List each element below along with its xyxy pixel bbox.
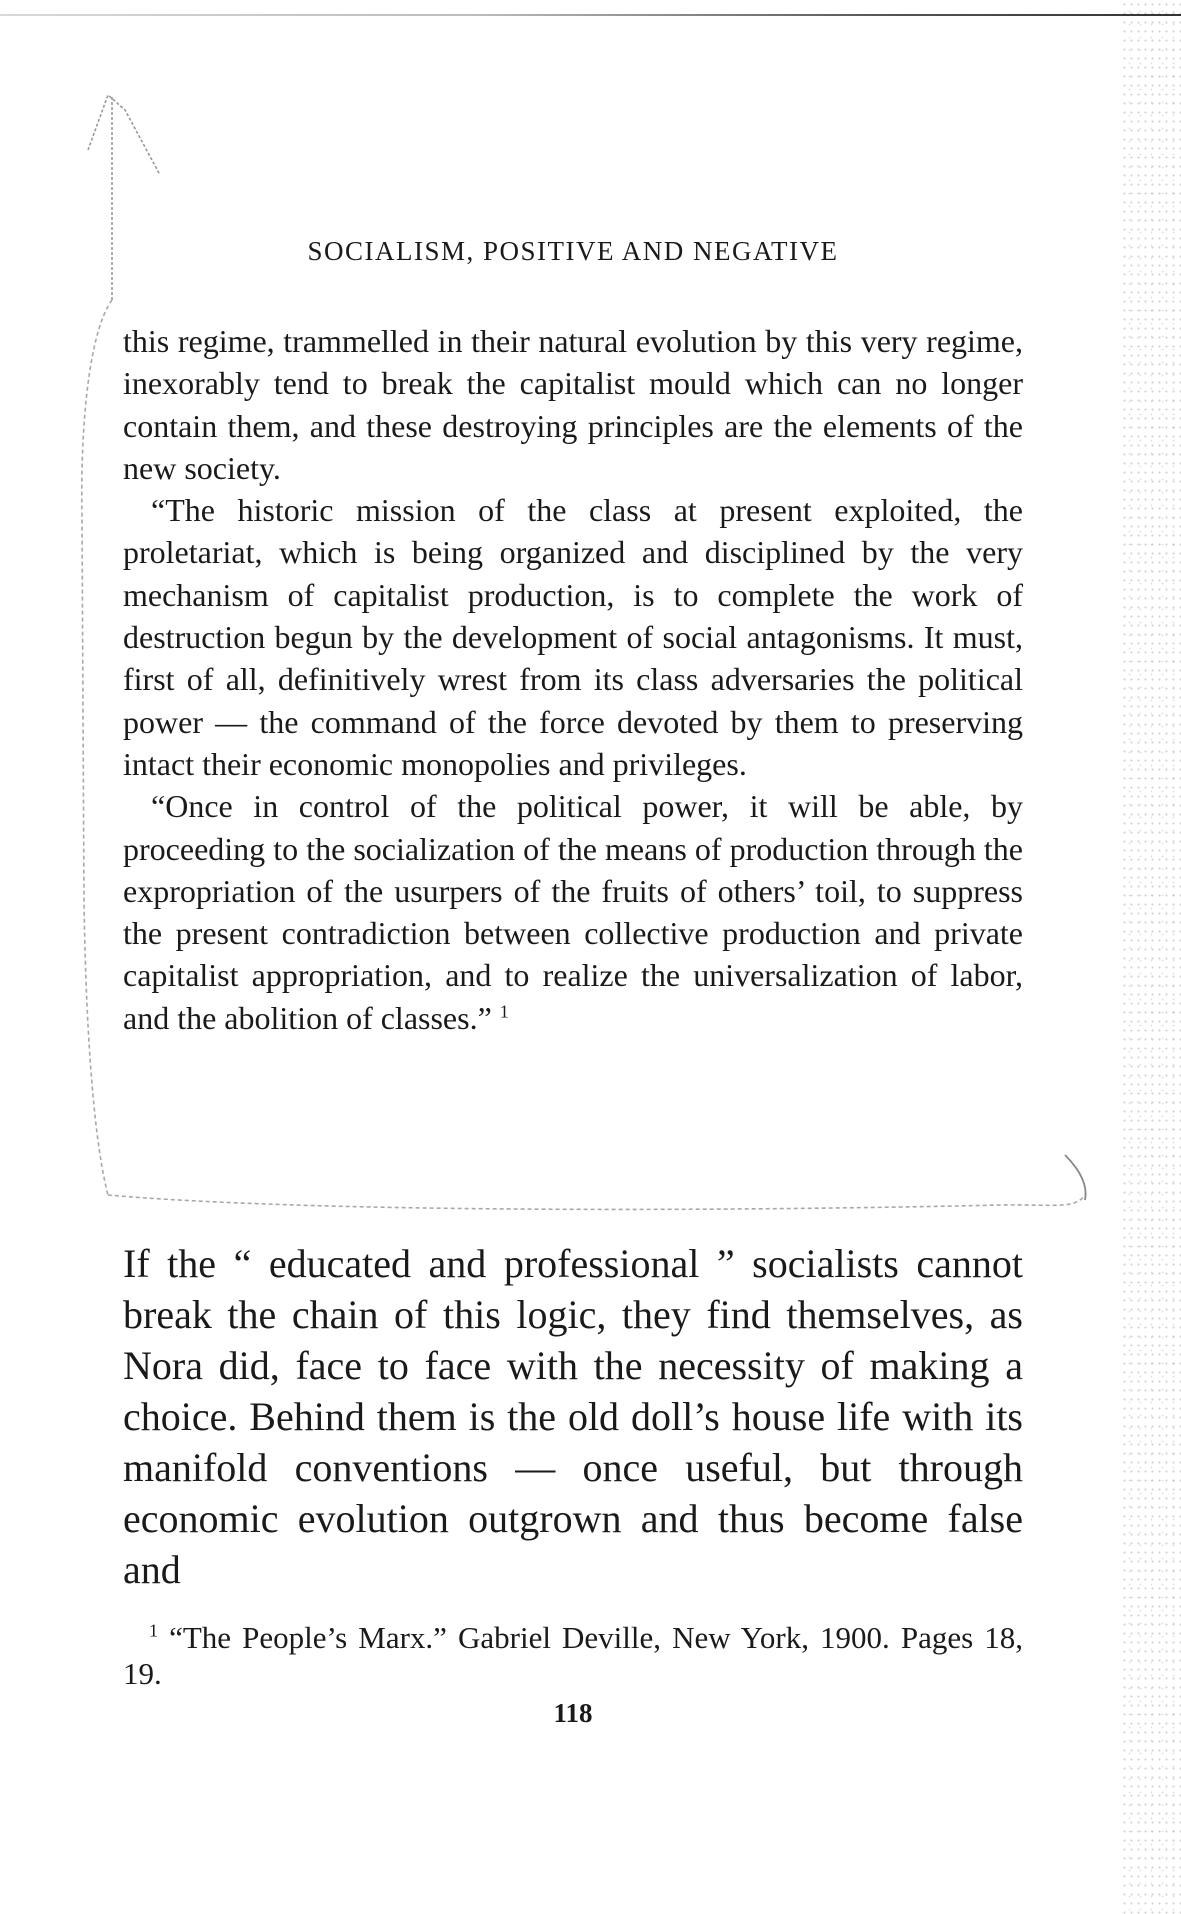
quote-paragraph-3-text: “Once in control of the political power, it will be able, by proceeding to the socialization of the means of production through the expropriation of the usurpers of the fruits of others’ toil, to suppress the present contradiction between collective production and private capitalist appropriation, and to realize the universalization of labor, and the abolition of classes.” — [123, 788, 1023, 1036]
quote-paragraph-2: “The historic mission of the class at present exploited, the proletariat, which is being organized and disciplined by the very mechanism of capitalist production, is to complete the work of destruction begun by the development of social antagonisms. It must, first of all, definitively wrest from its class adversaries the political power — the command of the force devoted by them to preserving intact their economic monopolies and privileges. — [123, 492, 1023, 782]
pencil-arrow-head — [88, 95, 160, 175]
quote-paragraph-1: this regime, trammelled in their natural evolution by this very regime, inexorably tend to break the capitalist mould which can no longer contain them, and these destroying principles are the elements of the new society. — [123, 323, 1023, 486]
footnote — [123, 1620, 1023, 1692]
page-number: 118 — [553, 1698, 593, 1728]
footnote-text: “The People’s Marx.” Gabriel Deville, New York, 1900. Pages 18, 19. — [123, 1620, 1024, 1691]
pencil-bracket-left — [82, 300, 112, 1195]
quoted-passage — [123, 320, 1023, 1039]
body-paragraph: If the “ educated and professional ” socialists cannot break the chain of this logic, they find themselves, as Nora did, face to face with the necessity of making a choice. Behind them is the old doll’s house life with its manifold conventions — once useful, but through economic evolution outgrown and thus become false and — [123, 1241, 1023, 1592]
pencil-bracket-bottom — [108, 1195, 1085, 1209]
footnote-reference: 1 — [499, 1001, 509, 1022]
running-header: SOCIALISM, POSITIVE AND NEGATIVE — [307, 236, 839, 266]
body-text — [123, 1238, 1023, 1595]
pencil-bracket-right-hook — [1065, 1155, 1086, 1200]
footnote-mark: 1 — [149, 1620, 158, 1641]
quote-paragraph-3 — [123, 785, 1023, 1039]
